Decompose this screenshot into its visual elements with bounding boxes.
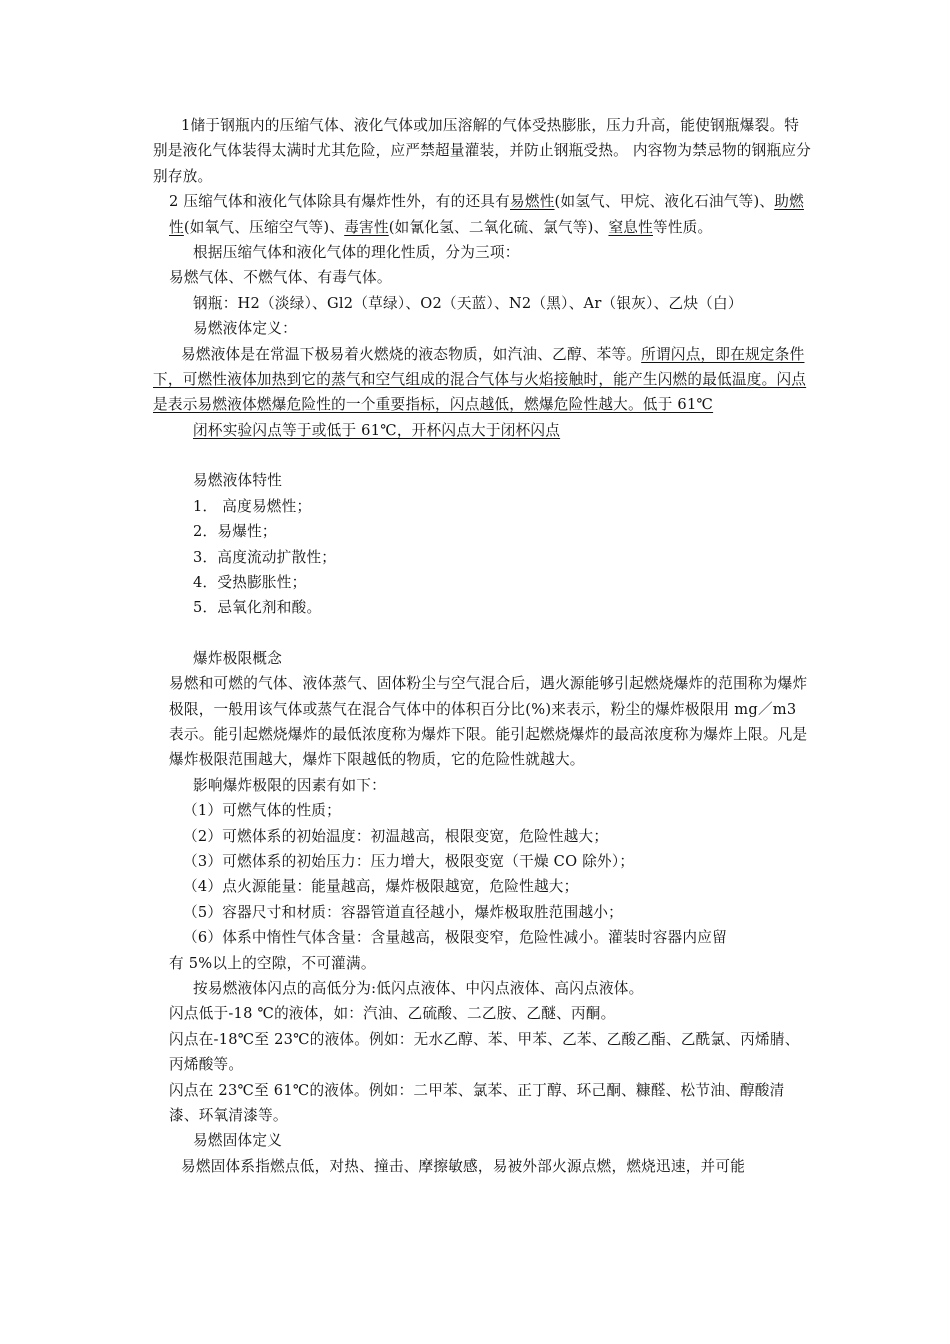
paragraph-flammable-solid: 易燃固体系指燃点低，对热、撞击、摩擦敏感，易被外部火源点燃，燃烧迅速，并可能 [181,1157,746,1175]
paragraph-explosion-limit: 易燃和可燃的气体、液体蒸气、固体粉尘与空气混合后，遇火源能够引起燃烧爆炸的范围称为爆炸极限，一般用该气体或蒸气在混合气体中的体积百分比(%)来表示，粉尘的爆炸极限用 mg／m3 表示。能引起燃烧爆炸的最低浓度称为爆炸下限。能引起燃烧爆炸的最高浓度称为爆炸上限。凡是爆炸极限范围越大，爆炸下限越低的物质，它的危险性就越大。 [169,675,808,769]
underlined-flash-point-definition: 所谓闪点，即在规定条件下，可燃性液体加热到它的蒸气和空气组成的混合气体与火焰接触时，能产生闪燃的最低温度。闪点是表示易燃液体燃爆危险性的一个重要指标，闪点越低，燃爆危险性越大。低于 61℃ [153,345,807,414]
paragraph-filling-gap: 有 5%以上的空隙，不可灌满。 [169,954,376,972]
text-segment: (如氧气、压缩空气等)、 [183,218,345,236]
paragraph-flash-point-classes: 按易燃液体闪点的高低分为:低闪点液体、中闪点液体、高闪点液体。 [193,980,644,997]
underlined-term-toxicity: 毒害性 [344,218,389,236]
document-page [153,113,813,1179]
list-item: （2）可燃体系的初始温度：初温越高，根限变宽，危险性越大； [183,827,609,845]
list-item: 1． 高度易燃性； [193,497,312,515]
underlined-term-oxidizing: 助燃性 [169,193,804,236]
heading-explosion-limit-factors: 影响爆炸极限的因素有如下： [193,776,386,794]
heading-flammable-liquid-properties: 易燃液体特性 [193,472,283,490]
paragraph-cylinder-colors: 钢瓶：H2（淡绿）、Gl2（草绿）、O2（天蓝）、N2（黑）、Ar（银灰）、乙炔（白） [193,294,743,312]
paragraph-cylinder-storage: 1储于钢瓶内的压缩气体、液化气体或加压溶解的气体受热膨胀，压力升高，能使钢瓶爆裂。特别是液化气体装得太满时尤其危险，应严禁超量灌装，并防止钢瓶受热。 内容物为禁忌物的钢瓶应分别存放。 [153,117,812,185]
list-item: （5）容器尺寸和材质：容器管道直径越小，爆炸极取胜范围越小； [183,903,624,921]
list-item: （1）可燃气体的性质； [183,802,341,820]
text-segment: (如氢气、甲烷、液化石油气等)、 [554,193,775,211]
text-segment: 等性质。 [652,218,713,236]
paragraph-high-flash-point: 闪点在 23℃至 61℃的液体。例如：二甲苯、氯苯、正丁醇、环己酮、糠醛、松节油、醇酸清漆、环氧清漆等。 [169,1081,785,1125]
underlined-term-asphyxiant: 窒息性 [608,218,653,236]
list-item: （6）体系中惰性气体含量：含量越高，极限变窄，危险性减小。灌装时容器内应留 [183,929,727,947]
list-item: 3．高度流动扩散性； [193,548,337,566]
paragraph-closed-cup-flash-point: 闭杯实验闪点等于或低于 61℃，开杯闪点大于闭杯闪点 [193,421,561,439]
text-segment: (如氰化氢、二氧化硫、氯气等)、 [388,218,609,236]
paragraph-gas-properties [153,189,813,240]
blank-line [153,443,813,468]
list-item: 2．易爆性； [193,523,277,541]
text-segment: 易燃液体是在常温下极易着火燃烧的液态物质，如汽油、乙醇、苯等。 [181,345,642,363]
list-item: 5．忌氧化剂和酸。 [193,599,322,617]
paragraph-gas-classes: 易燃气体、不燃气体、有毒气体。 [169,269,392,287]
text-segment: 2 压缩气体和液化气体除具有爆炸性外，有的还具有 [169,193,510,211]
heading-flammable-solid-definition: 易燃固体定义 [193,1132,283,1150]
paragraph-classification-intro: 根据压缩气体和液化气体的理化性质，分为三项： [193,244,520,262]
heading-flammable-liquid-definition: 易燃液体定义： [193,320,297,338]
list-item: （4）点火源能量：能量越高，爆炸极限越宽，危险性越大； [183,878,579,896]
underlined-term-flammability: 易燃性 [510,193,555,211]
paragraph-medium-flash-point: 闪点在-18℃至 23℃的液体。例如：无水乙醇、苯、甲苯、乙苯、乙酸乙酯、乙酰氯、丙烯腈、丙烯酸等。 [169,1030,800,1074]
heading-explosion-limit-concept: 爆炸极限概念 [193,649,283,667]
paragraph-low-flash-point: 闪点低于-18 ℃的液体，如：汽油、乙硫酸、二乙胺、乙醚、丙酮。 [169,1005,616,1023]
list-item: （3）可燃体系的初始压力：压力增大，极限变宽（干燥 CO 除外）； [183,852,635,870]
paragraph-flammable-liquid [153,342,813,418]
blank-line [153,621,813,646]
list-item: 4．受热膨胀性； [193,573,307,591]
